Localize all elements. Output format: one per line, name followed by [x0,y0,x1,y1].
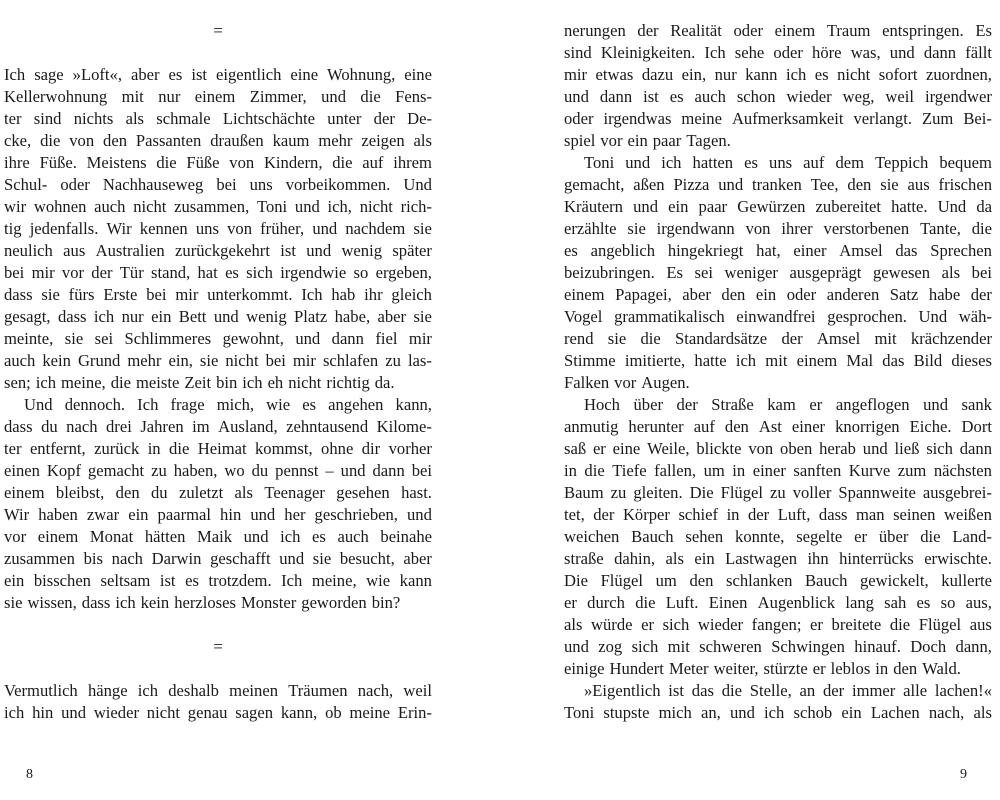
text-line: »Eigentlich ist das die Stelle, an der immer alle lachen!« [584,681,992,700]
text-line: bei mir vor der Tür stand, hat es sich irgendwie so ergeben, [4,263,432,282]
text-line: anmutig herunter auf den Ast einer knorrigen Eiche. Dort [564,417,992,436]
text-line: in die Tiefe fallen, um in einer sanften Kurve zum nächsten [564,461,992,480]
text-line: Stimme imitierte, hatte ich mit einem Mal das Bild dieses [564,351,992,370]
text-line: Kellerwohnung mit nur einem Zimmer, und die Fens- [4,87,432,106]
text-line: Kräutern und ein paar Gewürzen zubereitet hatte. Und da [564,197,992,216]
text-line: Und dennoch. Ich frage mich, wie es angehen kann, [24,395,432,414]
text-line: dass du nach drei Jahren im Ausland, zehntausend Kilome- [4,417,432,436]
text-line: ihre Füße. Meistens die Füße von Kindern, die auf ihrem [4,153,432,172]
text-line: spiel vor ein paar Tagen. [564,131,731,150]
text-line: einem Papagei, aber den ein oder anderen Satz habe der [564,285,992,304]
text-line: meinte, sie sei Schlimmeres gewohnt, und dann fiel mir [4,329,432,348]
blank-line [4,42,432,64]
text-line: einige Hundert Meter weiter, stürzte er leblos in den Wald. [564,659,961,678]
text-line: Die Flügel um den schlanken Bauch gewickelt, kullerte [564,571,992,590]
text-line: und dann ist es auch schon wieder weg, weil irgendwer [564,87,992,106]
text-line: tig jedenfalls. Wir kennen uns von früher, und nachdem sie [4,219,432,238]
text-line: sie wissen, dass ich kein herzloses Monster geworden bin? [4,593,401,612]
text-line: ter sind nichts als schmale Lichtschächte unter der De- [4,109,432,128]
text-line: ich hin und wieder nicht genau sagen kann, ob meine Erin- [4,703,432,722]
text-line: auch kein Grund mehr ein, sie nicht bei mir schlafen zu las- [4,351,432,370]
text-line: gesagt, dass ich nur ein Bett und wenig Platz habe, aber sie [4,307,432,326]
text-line: Wir haben zwar ein paarmal hin und her geschrieben, und [4,505,432,524]
left-page-text [4,0,432,724]
text-line: cke, die von den Passanten draußen kaum mehr zeigen als [4,131,432,150]
section-separator: = [213,637,223,656]
text-line: Ich sage »Loft«, aber es ist eigentlich eine Wohnung, eine [4,65,432,84]
text-line: neulich aus Australien zurückgekehrt ist und wenig später [4,241,432,260]
right-page [564,0,992,800]
text-line: ter entfernt, zurück in die Heimat kommst, ohne dir vorher [4,439,432,458]
text-line: gemacht, aßen Pizza und tranken Tee, den sie aus frischen [564,175,992,194]
text-line: Vogel grammatikalisch einwandfrei gesprochen. Und wäh- [564,307,992,326]
text-line: sind Kleinigkeiten. Ich sehe oder höre was, und dann fällt [564,43,992,62]
text-line: oder irgendwas meine Aufmerksamkeit verlangt. Zum Bei- [564,109,992,128]
text-line: ein bisschen seltsam ist es trotzdem. Ich meine, wie kann [4,571,432,590]
text-line: zusammen bis nach Darwin geschafft und sie besucht, aber [4,549,432,568]
text-line: mir etwas dazu ein, nur kann ich es nicht sofort zuordnen, [564,65,992,84]
text-line: Falken vor Augen. [564,373,690,392]
text-line: straße dahin, als ein Lastwagen ihn hinterrücks erwischte. [564,549,992,568]
text-line: er durch die Luft. Einen Augenblick lang sah es so aus, [564,593,992,612]
left-page [4,0,432,800]
text-line: tet, der Körper schief in der Luft, dass man seinen weißen [564,505,992,524]
section-separator: = [213,21,223,40]
text-line: rend sie die Standardsätze der Amsel mit krächzender [564,329,992,348]
text-line: dass sie fürs Erste bei mir unterkommt. Ich hab ihr gleich [4,285,432,304]
text-line: es angeblich hingekriegt hat, einer Amsel das Sprechen [564,241,992,260]
text-line: Vermutlich hänge ich deshalb meinen Träumen nach, weil [4,681,432,700]
page-number-left: 8 [26,767,33,782]
blank-line [4,614,432,636]
text-line: wir wohnen auch nicht zusammen, Toni und ich, nicht rich- [4,197,432,216]
text-line: Toni stupste mich an, und ich schob ein Lachen nach, als [564,703,992,722]
text-line: erzählte sie irgendwann von ihrer verstorbenen Tante, die [564,219,992,238]
text-line: Schul- oder Nachhauseweg bei uns vorbeikommen. Und [4,175,432,194]
text-line: Toni und ich hatten es uns auf dem Teppich bequem [584,153,992,172]
text-line: nerungen der Realität oder einem Traum entspringen. Es [564,21,992,40]
text-line: sen; ich meine, die meiste Zeit bin ich eh nicht richtig da. [4,373,395,392]
blank-line [4,658,432,680]
page-number-right: 9 [960,767,967,782]
text-line: Hoch über der Straße kam er angeflogen und sank [584,395,992,414]
right-page-text [564,0,992,724]
text-line: und zog sich mit schweren Schwingen hinauf. Doch dann, [564,637,992,656]
text-line: einen Kopf gemacht zu haben, wo du pennst – und dann bei [4,461,432,480]
text-line: saß er eine Weile, blickte von oben herab und ließ sich dann [564,439,992,458]
text-line: als würde er sich wieder fangen; er breitete die Flügel aus [564,615,992,634]
text-line: vor einem Monat hätten Maik und ich es auch beinahe [4,527,432,546]
text-line: einem bleibst, den du zuletzt als Teenager gesehen hast. [4,483,432,502]
text-line: weichen Bauch sehen konnte, segelte er über die Land- [564,527,992,546]
text-line: beizubringen. Es sei weniger ausgeprägt gewesen als bei [564,263,992,282]
text-line: Baum zu gleiten. Die Flügel zu voller Spannweite ausgebrei- [564,483,992,502]
